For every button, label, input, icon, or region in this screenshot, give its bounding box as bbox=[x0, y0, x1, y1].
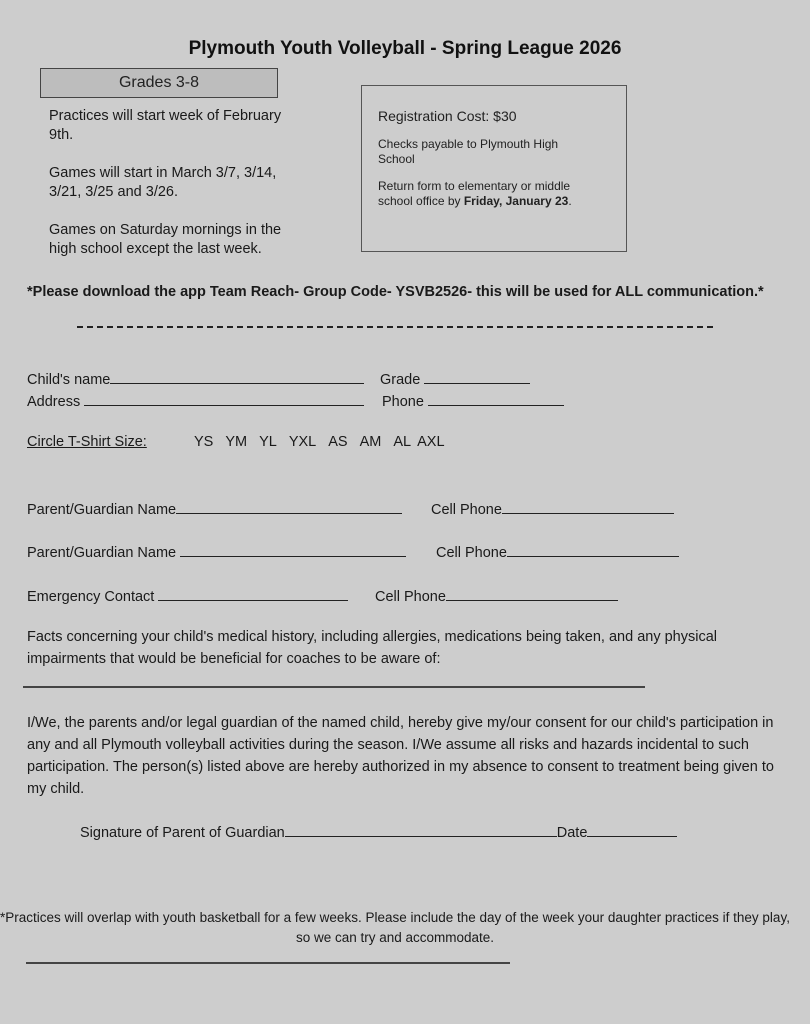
address-input[interactable] bbox=[84, 391, 364, 406]
tshirt-size-label: Circle T-Shirt Size: bbox=[27, 434, 147, 450]
size-option[interactable]: AL bbox=[393, 434, 412, 450]
emergency-phone-field: Cell Phone bbox=[375, 586, 618, 605]
cut-line-divider bbox=[77, 326, 713, 328]
child-name-field: Child's name bbox=[27, 369, 364, 388]
emergency-phone-input[interactable] bbox=[446, 586, 618, 601]
phone-input[interactable] bbox=[428, 391, 564, 406]
consent-text: I/We, the parents and/or legal guardian of the named child, hereby give my/our consent for our child's participation in any and all Plymouth volleyball activities during the season. I/We assume all risks and hazards incidental to such participation. The person(s) listed above are hereby authorized in my absence to consent to treatment being given to my child. bbox=[27, 715, 774, 797]
signature-field: Signature of Parent of Guardian Date bbox=[80, 822, 677, 841]
date-input[interactable] bbox=[587, 822, 677, 837]
registration-cost: Registration Cost: $30 bbox=[378, 108, 517, 124]
parent1-phone-field: Cell Phone bbox=[431, 499, 674, 518]
tshirt-size-options bbox=[194, 434, 457, 450]
size-option[interactable]: AM bbox=[359, 434, 382, 450]
grades-label: Grades 3-8 bbox=[40, 68, 278, 98]
parent1-name-input[interactable] bbox=[176, 499, 402, 514]
practice-start-text: Practices will start week of February 9th. bbox=[49, 108, 282, 143]
phone-field: Phone bbox=[382, 391, 564, 410]
app-notice: *Please download the app Team Reach- Group Code- YSVB2526- this will be used for ALL communication.* bbox=[27, 284, 764, 300]
emergency-contact-field: Emergency Contact bbox=[27, 586, 348, 605]
games-start-text: Games will start in March 3/7, 3/14, 3/21, 3/25 and 3/26. bbox=[49, 165, 277, 200]
size-option[interactable]: YS bbox=[194, 434, 214, 450]
medical-history-text: Facts concerning your child's medical history, including allergies, medications being taken, and any physical impairments that would be beneficial for coaches to be aware of: bbox=[27, 629, 717, 667]
address-field: Address bbox=[27, 391, 364, 410]
size-option[interactable]: YM bbox=[225, 434, 248, 450]
checks-payable: Checks payable to Plymouth High School bbox=[378, 137, 559, 166]
grade-input[interactable] bbox=[424, 369, 530, 384]
parent2-phone-input[interactable] bbox=[507, 542, 679, 557]
schedule-info bbox=[49, 107, 309, 278]
registration-box bbox=[361, 85, 627, 252]
size-option[interactable]: AS bbox=[328, 434, 348, 450]
games-location-text: Games on Saturday mornings in the high school except the last week. bbox=[49, 222, 282, 257]
page-title: Plymouth Youth Volleyball - Spring League 2026 bbox=[188, 38, 622, 59]
emergency-contact-input[interactable] bbox=[158, 586, 348, 601]
practice-days-input-line[interactable] bbox=[26, 962, 510, 964]
return-instructions: Return form to elementary or middle school office by Friday, January 23. bbox=[378, 179, 572, 208]
size-option[interactable]: YXL bbox=[288, 434, 317, 450]
parent1-phone-input[interactable] bbox=[502, 499, 674, 514]
parent2-name-field: Parent/Guardian Name bbox=[27, 542, 406, 561]
return-deadline: Friday, January 23 bbox=[463, 194, 569, 208]
size-option[interactable]: AXL bbox=[417, 434, 445, 450]
parent2-phone-field: Cell Phone bbox=[436, 542, 679, 561]
medical-history-input-line[interactable] bbox=[23, 686, 645, 688]
parent1-name-field: Parent/Guardian Name bbox=[27, 499, 402, 518]
grade-field: Grade bbox=[380, 369, 530, 388]
parent2-name-input[interactable] bbox=[180, 542, 406, 557]
size-option[interactable]: YL bbox=[259, 434, 277, 450]
signature-input[interactable] bbox=[285, 822, 557, 837]
footer-note: *Practices will overlap with youth basketball for a few weeks. Please include the day of the week your daughter practices if they play, so we can try and accommodate. bbox=[0, 910, 790, 945]
child-name-input[interactable] bbox=[110, 369, 364, 384]
